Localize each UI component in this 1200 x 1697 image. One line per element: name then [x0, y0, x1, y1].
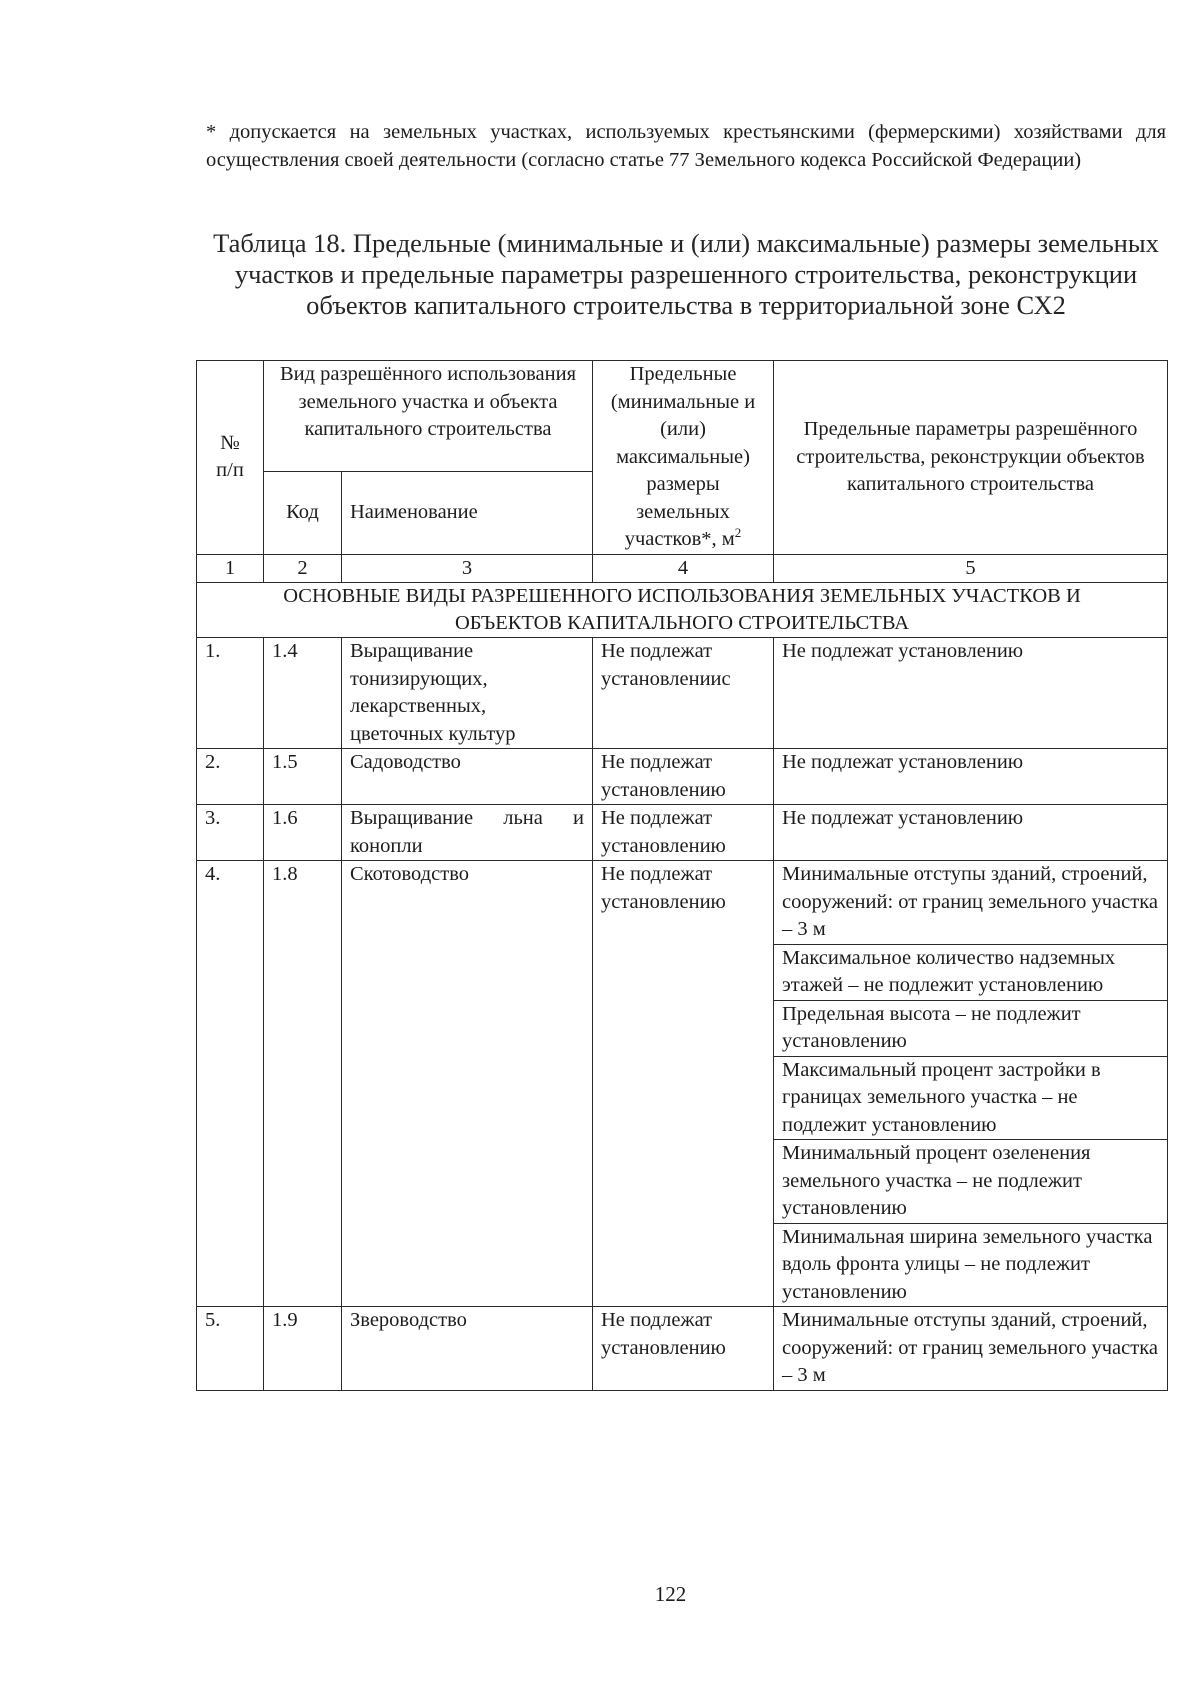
- param-item: Максимальный процент застройки в границах земельного участка – не подлежит установлению: [774, 1057, 1167, 1141]
- colnum-1: 1: [197, 554, 264, 583]
- row-num: 2.: [197, 749, 264, 805]
- header-sizes-sup: 2: [734, 525, 742, 541]
- param-item: Минимальная ширина земельного участка вдоль фронта улицы – не подлежит установлению: [782, 1225, 1153, 1303]
- param-item: Предельная высота – не подлежит установлению: [774, 1001, 1167, 1057]
- row-num: 4.: [197, 861, 264, 1307]
- row-name: Садоводство: [342, 749, 593, 805]
- table-row: [197, 861, 1168, 1307]
- row-name: Выращивание льна и конопли: [342, 805, 593, 861]
- row-params: Не подлежат установлению: [774, 749, 1168, 805]
- row-name: Звероводство: [342, 1307, 593, 1391]
- table-row: [197, 805, 1168, 861]
- row-size: Не подлежат установлению: [593, 861, 774, 1307]
- row-code: 1.6: [264, 805, 342, 861]
- row-size: Не подлежат установлению: [593, 1307, 774, 1391]
- header-params: Предельные параметры разрешённого строительства, реконструкции объектов капитального строительства: [774, 361, 1168, 555]
- row-params: Не подлежат установлению: [774, 638, 1168, 749]
- header-name: Наименование: [342, 471, 593, 554]
- header-row: [197, 361, 1168, 472]
- row-params: Не подлежат установлению: [774, 805, 1168, 861]
- header-code: Код: [264, 471, 342, 554]
- row-size: Не подлежат установлениис: [593, 638, 774, 749]
- row-params-group: [774, 861, 1168, 1307]
- colnum-2: 2: [264, 554, 342, 583]
- header-num: № п/п: [197, 361, 264, 555]
- row-num: 5.: [197, 1307, 264, 1391]
- row-size: Не подлежат установлению: [593, 805, 774, 861]
- row-code: 1.9: [264, 1307, 342, 1391]
- param-item: Максимальное количество надземных этажей – не подлежит установлению: [774, 945, 1167, 1001]
- column-numbers-row: [197, 554, 1168, 583]
- section-heading: ОСНОВНЫЕ ВИДЫ РАЗРЕШЕННОГО ИСПОЛЬЗОВАНИЯ ЗЕМЕЛЬНЫХ УЧАСТКОВ И ОБЪЕКТОВ КАПИТАЛЬНОГО СТРОИТЕЛЬСТВА: [197, 583, 1168, 638]
- row-code: 1.4: [264, 638, 342, 749]
- table-title: Таблица 18. Предельные (минимальные и (или) максимальные) размеры земельных участков и предельные параметры разрешенного строительства, реконструкции объектов капитального строительства в территориальной зоне СХ2: [213, 228, 1159, 320]
- row-params: Минимальные отступы зданий, строений, сооружений: от границ земельного участка – 3 м: [774, 1307, 1168, 1391]
- param-item: Минимальные отступы зданий, строений, сооружений: от границ земельного участка – 3 м: [774, 861, 1167, 945]
- header-sizes-text: Предельные (минимальные и (или) максимальные) размеры земельных участков*, м: [610, 363, 756, 550]
- section-row: [197, 583, 1168, 638]
- colnum-3: 3: [342, 554, 593, 583]
- footnote: * допускается на земельных участках, используемых крестьянскими (фермерскими) хозяйствами для осуществления своей деятельности (согласно статье 77 Земельного кодекса Российской Федерации): [206, 121, 1166, 171]
- colnum-4: 4: [593, 554, 774, 583]
- row-num: 3.: [197, 805, 264, 861]
- table-row: [197, 749, 1168, 805]
- header-sizes: [593, 361, 774, 555]
- row-code: 1.5: [264, 749, 342, 805]
- param-item: Минимальный процент озеленения земельного участка – не подлежит установлению: [774, 1140, 1167, 1224]
- colnum-5: 5: [774, 554, 1168, 583]
- limits-table: [196, 360, 1168, 1391]
- table-row: [197, 1307, 1168, 1391]
- row-size: Не подлежат установлению: [593, 749, 774, 805]
- table-row: [197, 638, 1168, 749]
- row-name: Скотоводство: [342, 861, 593, 1307]
- header-kind: Вид разрешённого использования земельного участка и объекта капитального строительства: [264, 361, 593, 472]
- row-num: 1.: [197, 638, 264, 749]
- row-name: Выращивание тонизирующих, лекарственных, цветочных культур: [342, 638, 593, 749]
- page-number: 122: [654, 1582, 687, 1606]
- row-code: 1.8: [264, 861, 342, 1307]
